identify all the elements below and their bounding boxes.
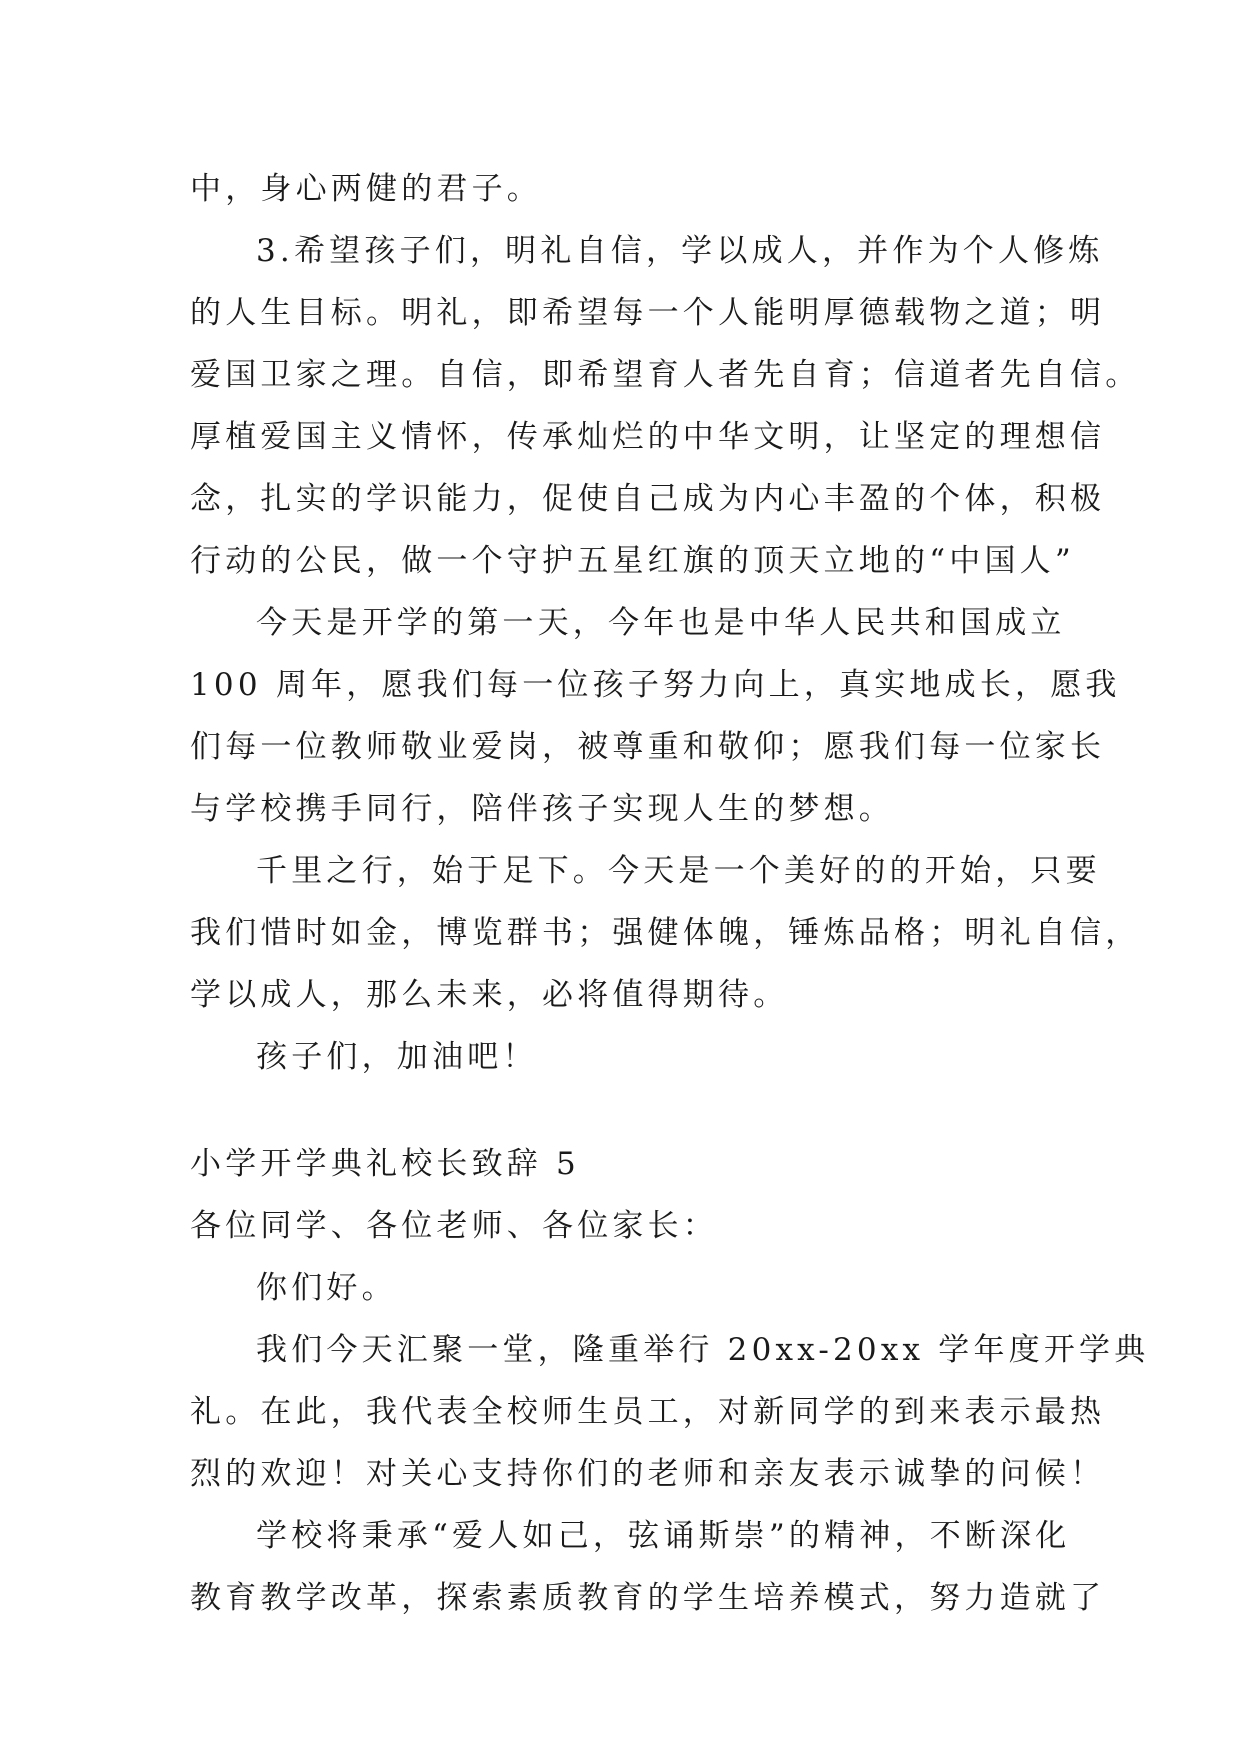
text-line: 今天是开学的第一天，今年也是中华人民共和国成立 — [256, 605, 1066, 641]
text-line: 千里之行，始于足下。今天是一个美好的的开始，只要 — [256, 853, 1101, 889]
text-line: 孩子们，加油吧！ — [256, 1039, 538, 1075]
text-line: 烈的欢迎！对关心支持你们的老师和亲友表示诚挚的问候！ — [190, 1456, 1106, 1492]
section-heading: 小学开学典礼校长致辞 5 — [190, 1146, 580, 1182]
text-line: 与学校携手同行，陪伴孩子实现人生的梦想。 — [190, 791, 894, 827]
text-line: 爱国卫家之理。自信，即希望育人者先自育；信道者先自信。 — [190, 357, 1141, 393]
text-line: 学以成人，那么未来，必将值得期待。 — [190, 977, 789, 1013]
text-line: 们每一位教师敬业爱岗，被尊重和敬仰；愿我们每一位家长 — [190, 729, 1106, 765]
text-line: 教育教学改革，探索素质教育的学生培养模式，努力造就了 — [190, 1580, 1106, 1616]
text-line: 我们惜时如金，博览群书；强健体魄，锤炼品格；明礼自信， — [190, 915, 1141, 951]
text-line: 3.希望孩子们，明礼自信，学以成人，并作为个人修炼 — [256, 233, 1104, 269]
text-line: 厚植爱国主义情怀，传承灿烂的中华文明，让坚定的理想信 — [190, 419, 1106, 455]
section-gap — [190, 1088, 1060, 1133]
document-body — [190, 158, 1150, 1629]
salutation: 各位同学、各位老师、各位家长： — [190, 1208, 718, 1244]
text-line: 的人生目标。明礼，即希望每一个人能明厚德载物之道；明 — [190, 295, 1106, 331]
text-line: 学校将秉承“爱人如己，弦诵斯崇”的精神，不断深化 — [256, 1518, 1071, 1554]
text-line: 礼。在此，我代表全校师生员工，对新同学的到来表示最热 — [190, 1394, 1106, 1430]
text-line: 行动的公民，做一个守护五星红旗的顶天立地的“中国人” — [190, 543, 1075, 579]
text-line: 念，扎实的学识能力，促使自己成为内心丰盈的个体，积极 — [190, 481, 1106, 517]
text-line: 中，身心两健的君子。 — [190, 171, 542, 207]
text-line: 我们今天汇聚一堂，隆重举行 20xx-20xx 学年度开学典 — [256, 1332, 1150, 1368]
text-line: 100 周年，愿我们每一位孩子努力向上，真实地成长，愿我 — [190, 667, 1121, 703]
text-line: 你们好。 — [256, 1270, 397, 1306]
